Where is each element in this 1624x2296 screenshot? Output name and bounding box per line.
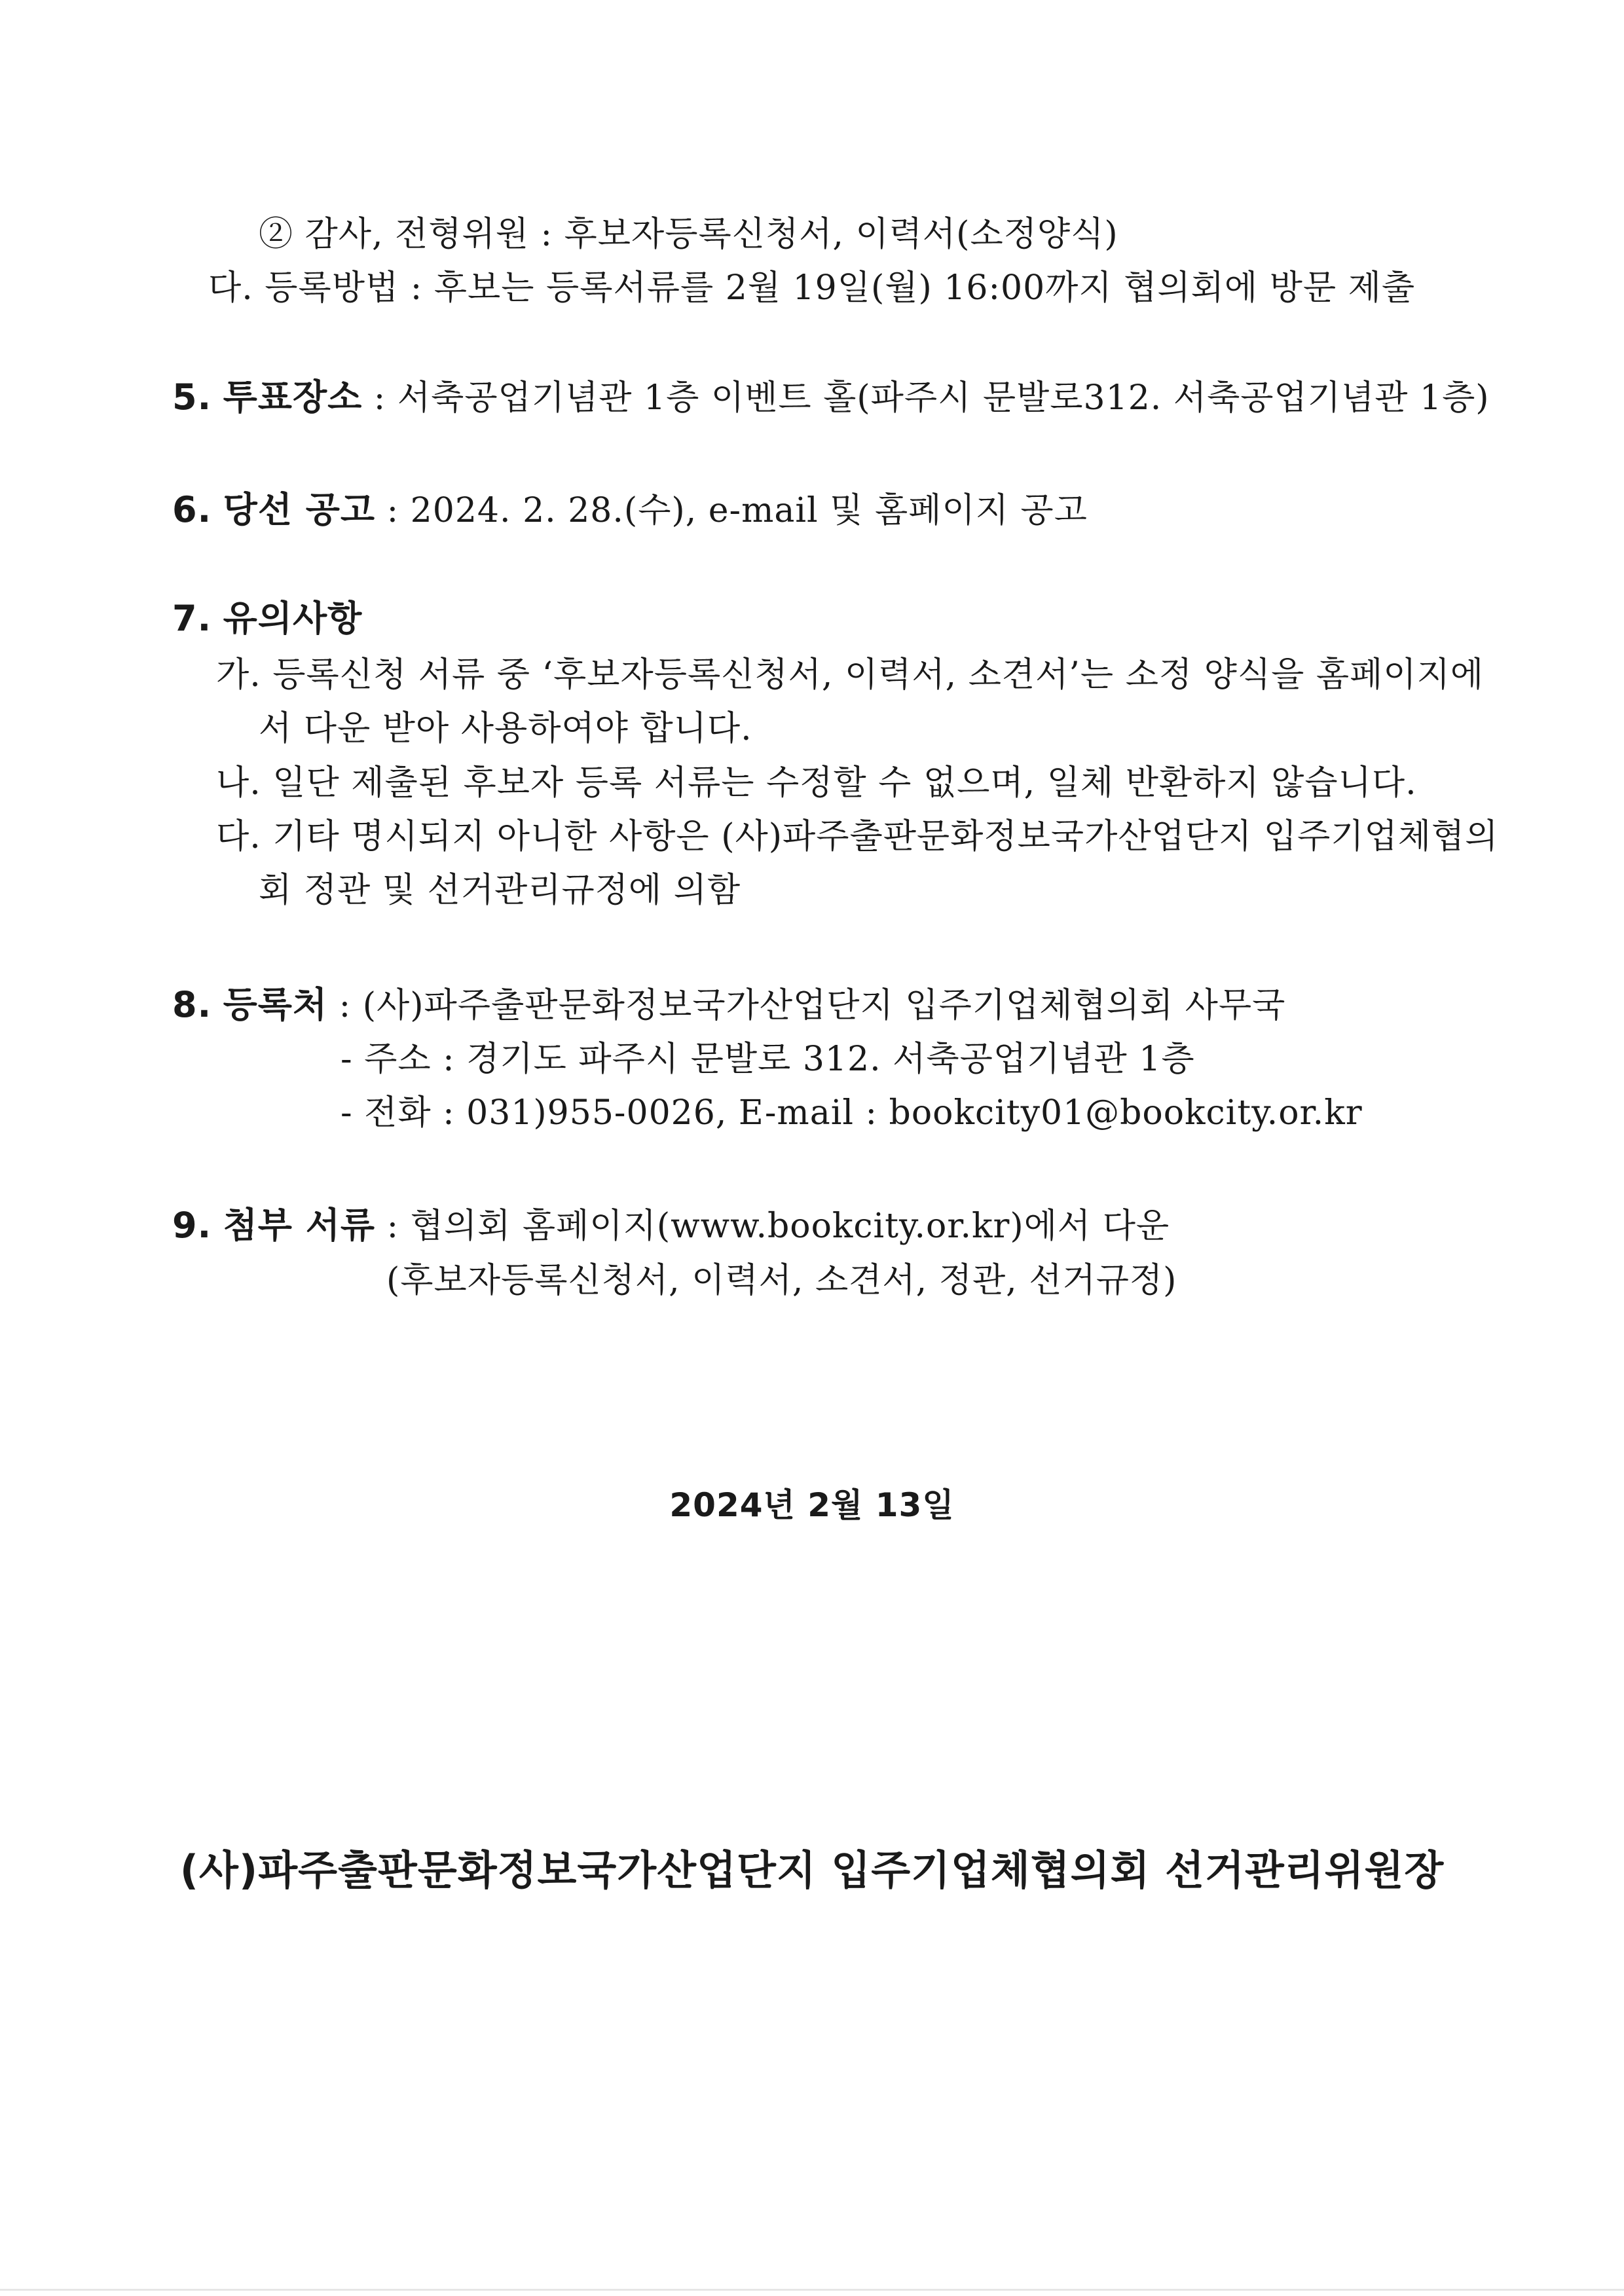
section-5 bbox=[172, 376, 1490, 418]
section-7-item-b: 나. 일단 제출된 후보자 등록 서류는 수정할 수 없으며, 일체 반환하지 않습니다. bbox=[216, 763, 1417, 803]
section-7-title: 유의사항 bbox=[223, 598, 363, 639]
scan-bottom-edge bbox=[0, 2289, 1624, 2291]
section-9-text-cont: (후보자등록신청서, 이력서, 소견서, 정관, 선거규정) bbox=[386, 1261, 1177, 1300]
item-4-c-line: 다. 등록방법 : 후보는 등록서류를 2월 19일(월) 16:00까지 협의회에 방문 제출 bbox=[208, 268, 1416, 308]
section-8-title: 등록처 bbox=[223, 984, 328, 1025]
section-7-item-c-cont: 회 정관 및 선거관리규정에 의함 bbox=[259, 871, 741, 910]
section-8-number: 8. bbox=[172, 984, 212, 1025]
section-5-number: 5. bbox=[172, 376, 212, 418]
section-5-text: : 서축공업기념관 1층 이벤트 홀(파주시 문발로312. 서축공업기념관 1층) bbox=[362, 378, 1490, 418]
section-8-address: - 주소 : 경기도 파주시 문발로 312. 서축공업기념관 1층 bbox=[341, 1040, 1195, 1079]
section-7-number: 7. bbox=[172, 598, 212, 639]
section-6-title: 당선 공고 bbox=[223, 489, 376, 530]
section-8-text: : (사)파주출판문화정보국가산업단지 입주기업체협의회 사무국 bbox=[327, 986, 1286, 1025]
section-9-title: 첨부 서류 bbox=[223, 1205, 376, 1246]
section-6 bbox=[172, 489, 1088, 530]
section-6-text: : 2024. 2. 28.(수), e-mail 및 홈페이지 공고 bbox=[375, 491, 1088, 530]
section-7-item-a-cont: 서 다운 받아 사용하여야 합니다. bbox=[259, 709, 752, 748]
section-9 bbox=[172, 1205, 1170, 1246]
section-9-text: : 협의회 홈페이지(www.bookcity.or.kr)에서 다운 bbox=[375, 1207, 1170, 1246]
section-5-title: 투표장소 bbox=[223, 376, 363, 418]
section-8 bbox=[172, 984, 1286, 1025]
section-7 bbox=[172, 598, 363, 639]
item-4-2-line: ② 감사, 전형위원 : 후보자등록신청서, 이력서(소정양식) bbox=[259, 215, 1118, 254]
section-8-contact: - 전화 : 031)955-0026, E-mail : bookcity01@bookcity.or.kr bbox=[341, 1093, 1363, 1133]
signature-line: (사)파주출판문화정보국가산업단지 입주기업체협의회 선거관리위원장 bbox=[179, 1846, 1445, 1894]
section-9-number: 9. bbox=[172, 1205, 212, 1246]
section-7-item-a: 가. 등록신청 서류 중 ‘후보자등록신청서, 이력서, 소견서’는 소정 양식을 홈페이지에 bbox=[216, 655, 1485, 695]
section-6-number: 6. bbox=[172, 489, 212, 530]
document-date: 2024년 2월 13일 bbox=[669, 1486, 955, 1524]
section-7-item-c: 다. 기타 명시되지 아니한 사항은 (사)파주출판문화정보국가산업단지 입주기업체협의 bbox=[216, 817, 1499, 856]
